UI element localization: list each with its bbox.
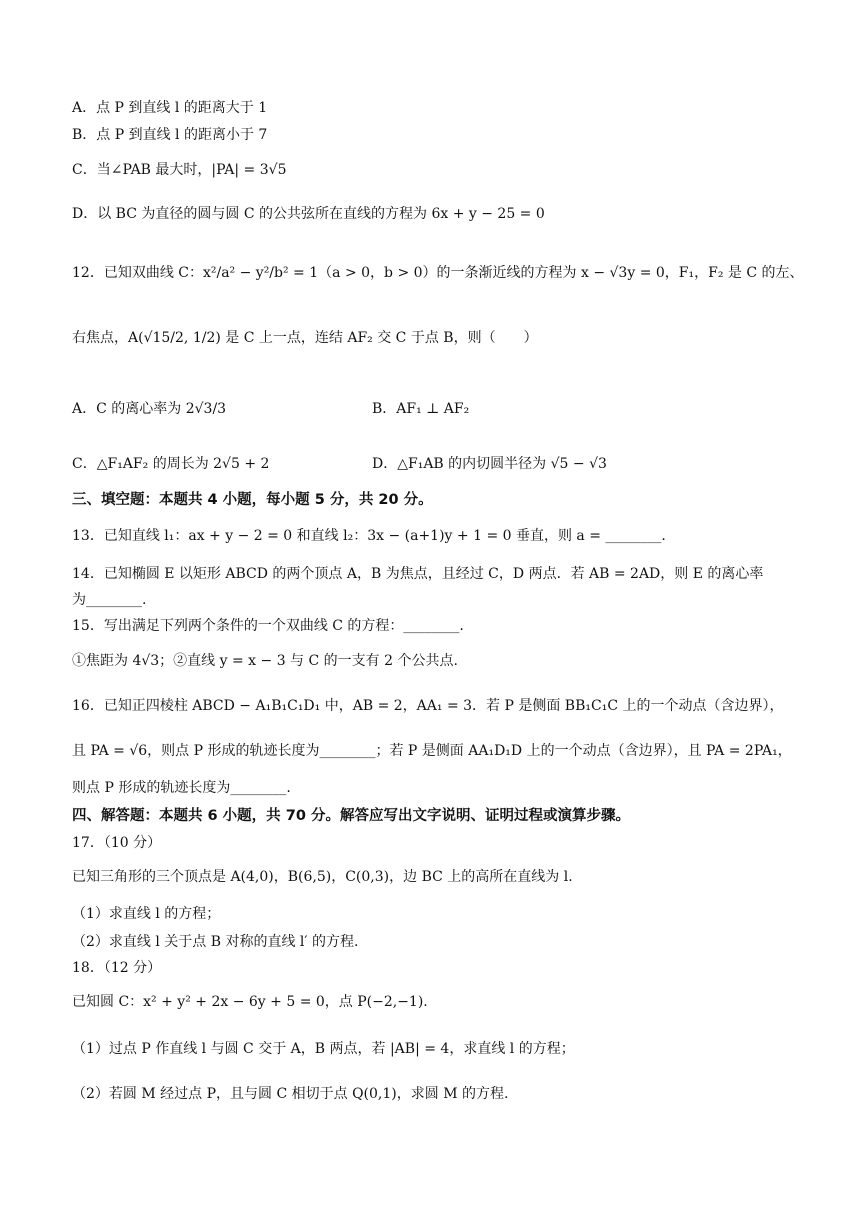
q15-line2: ①焦距为 4√3；②直线 y = x − 3 与 C 的一支有 2 个公共点. [72, 653, 458, 669]
q11-option-d: D．以 BC 为直径的圆与圆 C 的公共弦所在直线的方程为 6x + y − 25 = 0 [72, 206, 545, 222]
q15-line1: 15．写出满足下列两个条件的一个双曲线 C 的方程：________. [72, 618, 464, 634]
section3-title: 三、填空题：本题共 4 小题，每小题 5 分，共 20 分。 [72, 492, 433, 508]
q11-option-a: A．点 P 到直线 l 的距离大于 1 [72, 100, 268, 116]
q12-option-b: B．AF₁ ⊥ AF₂ [372, 401, 470, 417]
q18-header: 18．（12 分） [72, 960, 162, 976]
q13: 13．已知直线 l₁：ax + y − 2 = 0 和直线 l₂：3x − (a+1)y + 1 = 0 垂直，则 a = ________. [72, 528, 666, 544]
q16-line1: 16．已知正四棱柱 ABCD − A₁B₁C₁D₁ 中，AB = 2，AA₁ = 3．若 P 是侧面 BB₁C₁C 上的一个动点（含边界）， [72, 698, 784, 714]
q17-stem: 已知三角形的三个顶点是 A(4,0)，B(6,5)，C(0,3)，边 BC 上的高所在直线为 l. [72, 869, 573, 885]
q14-line1: 14．已知椭圆 E 以矩形 ABCD 的两个顶点 A，B 为焦点，且经过 C，D 两点．若 AB = 2AD，则 E 的离心率 [72, 566, 764, 582]
q12-stem-line1: 12．已知双曲线 C：x²/a² − y²/b² = 1（a > 0，b > 0）的一条渐近线的方程为 x − √3y = 0，F₁，F₂ 是 C 的左、 [72, 265, 804, 281]
q18-part-2: （2）若圆 M 经过点 P，且与圆 C 相切于点 Q(0,1)，求圆 M 的方程. [72, 1086, 509, 1102]
q17-header: 17．（10 分） [72, 835, 162, 851]
q18-part-1: （1）过点 P 作直线 l 与圆 C 交于 A，B 两点，若 |AB| = 4，求直线 l 的方程； [72, 1041, 575, 1057]
q12-option-d: D．△F₁AB 的内切圆半径为 √5 − √3 [372, 456, 607, 472]
q12-stem-line2: 右焦点，A(√15/2, 1/2) 是 C 上一点，连结 AF₂ 交 C 于点 B，则（ ） [72, 330, 538, 346]
q12-option-a: A．C 的离心率为 2√3/3 [72, 401, 227, 417]
q11-option-c: C．当∠PAB 最大时，|PA| = 3√5 [72, 162, 287, 178]
q17-part-1: （1）求直线 l 的方程； [72, 906, 221, 922]
q16-line2: 且 PA = √6，则点 P 形成的轨迹长度为________；若 P 是侧面 AA₁D₁D 上的一个动点（含边界），且 PA = 2PA₁， [72, 743, 792, 759]
q17-part-2: （2）求直线 l 关于点 B 对称的直线 l′ 的方程. [72, 934, 359, 950]
section4-title: 四、解答题：本题共 6 小题，共 70 分。解答应写出文字说明、证明过程或演算步骤。 [72, 808, 630, 824]
q16-line3: 则点 P 形成的轨迹长度为________. [72, 780, 291, 796]
q12-option-c: C．△F₁AF₂ 的周长为 2√5 + 2 [72, 456, 270, 472]
q14-line2: 为________. [72, 592, 147, 608]
q11-option-b: B．点 P 到直线 l 的距离小于 7 [72, 127, 268, 143]
q18-stem: 已知圆 C：x² + y² + 2x − 6y + 5 = 0，点 P(−2,−1). [72, 994, 428, 1010]
